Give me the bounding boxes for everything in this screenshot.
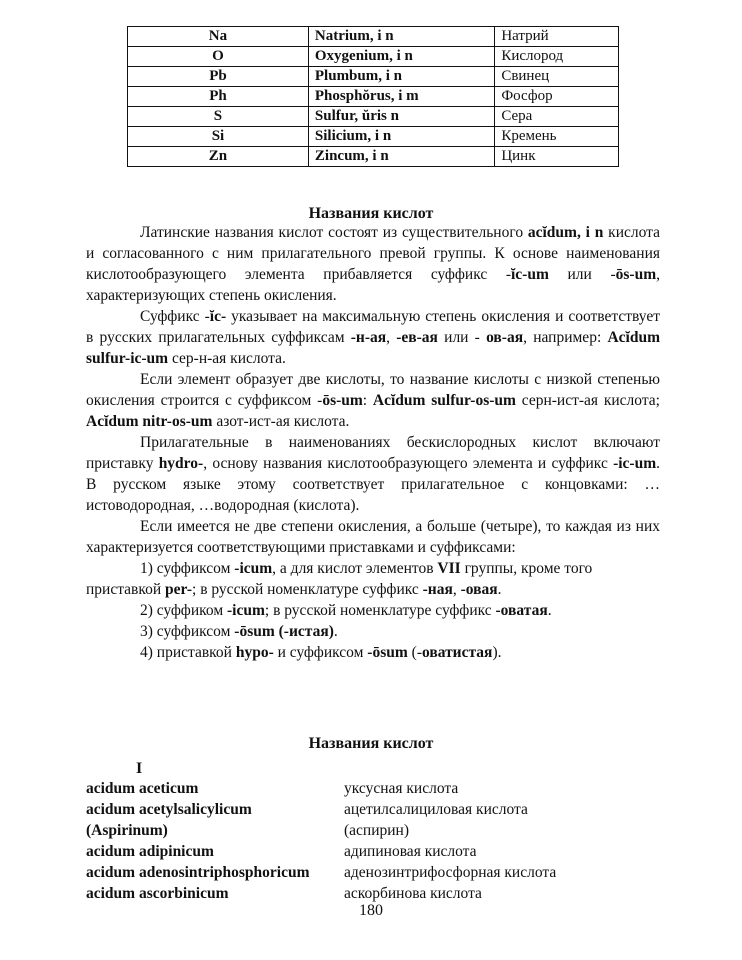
text-run: сер-н-ая кислота. [168,350,286,367]
element-row [128,47,619,67]
text-run: или - [437,329,487,346]
element-russian-cell: Кремень [495,127,619,147]
bold-term: acĭdum, i n [527,224,604,241]
paragraph [86,369,660,432]
text-run: . [333,623,338,640]
text-run: 3) суффиксом [140,623,235,640]
text-run: серн-ист-ая кислота; [515,392,660,409]
acid-row [86,883,646,904]
text-run: ). [492,644,502,661]
group-numeral: I [136,760,143,777]
acid-row [86,778,646,799]
bold-term: ов-ая [486,329,524,346]
acid-russian-name: ацетилсалициловая кислота [344,801,528,818]
bold-term: hypo- [235,644,274,661]
text-run: , характеризующих степень окисления. [86,266,660,304]
section-title-acid-names: Названия кислот [308,205,434,222]
list-item [86,558,660,600]
bold-term: оватистая [421,644,493,661]
acid-latin-name: acidum acetylsalicylicum [86,801,252,818]
acid-latin-name: acidum ascorbinicum [86,885,229,902]
paragraph [86,516,660,558]
element-latin-cell: Silicium, i n [308,127,494,147]
element-row [128,67,619,87]
acid-row [86,820,646,841]
bold-term: -оватая [495,602,548,619]
element-row [128,87,619,107]
acid-russian-name: адипиновая кислота [344,843,477,860]
text-run: Если элемент образует две кислоты, то название кислоты с низкой степенью окисления строится с суффиксом - [86,371,660,409]
element-row [128,127,619,147]
bold-term: -ōsum [367,644,408,661]
element-latin-cell: Natrium, i n [308,27,494,47]
text-run: Латинские названия кислот состоят из существительного [140,224,528,241]
bold-term: ĭc-um [511,266,549,283]
text-run: . [497,581,502,598]
element-russian-cell: Кислород [495,47,619,67]
text-run: Суффикс - [140,308,210,325]
acid-russian-name: аденозинтрифосфорная кислота [344,864,557,881]
bold-term: -н-ая [350,329,387,346]
bold-term: -ōsum (-истая) [234,623,334,640]
bold-term: -ев-ая [396,329,438,346]
section-title-acid-list: Названия кислот [308,735,434,752]
text-run: , основу названия кислотообразующего элемента и суффикс [203,455,614,472]
text-run: (- [407,644,422,661]
bold-term: Acĭdum sulfur-os-um [372,392,516,409]
text-run: Если имеется не две степени окисления, а больше (четыре), то каждая из них характеризуется соответствующими приставками и суффиксами: [86,518,660,556]
acid-russian-name: аскорбинова кислота [344,885,482,902]
element-row [128,147,619,167]
element-latin-cell: Sulfur, ŭris n [308,107,494,127]
element-latin-cell: Plumbum, i n [308,67,494,87]
acid-row [86,841,646,862]
text-run: ; в русской номенклатуре суффикс [192,581,423,598]
element-symbol-cell: Pb [128,67,309,87]
text-run: азот-ист-ая кислота. [212,413,350,430]
bold-term: hydro- [158,455,204,472]
page-number: 180 [359,902,383,919]
text-run: 1) суффиксом [140,560,235,577]
acid-row [86,799,646,820]
list-item [86,621,660,642]
bold-term: -ic-um [613,455,657,472]
paragraph [86,432,660,516]
acid-latin-name: acidum adenosintriphosphoricum [86,864,310,881]
bold-term: ōs-um [615,266,657,283]
bold-term: VII [437,560,461,577]
element-russian-cell: Цинк [495,147,619,167]
text-run: , [452,581,461,598]
text-run: Прилагательные в наименованиях бескислородных кислот включают приставку [86,434,660,472]
list-item [86,600,660,621]
paragraph [86,306,660,369]
text-run: , [386,329,397,346]
element-russian-cell: Фосфор [495,87,619,107]
element-latin-cell: Oxygenium, i n [308,47,494,67]
element-row [128,27,619,47]
acid-russian-name: (аспирин) [344,822,410,839]
acid-latin-name: (Aspirinum) [86,822,168,839]
bold-term: -icum [227,602,265,619]
paragraph [86,222,660,306]
element-latin-cell: Zincum, i n [308,147,494,167]
bold-term: -ная [422,581,453,598]
acid-latin-name: acidum adipinicum [86,843,214,860]
bold-term: ĭc- [209,308,227,325]
element-symbol-cell: O [128,47,309,67]
list-item [86,642,660,663]
bold-term: per- [165,581,193,598]
elements-table [127,26,619,167]
bold-term: -icum [234,560,273,577]
text-run: 2) суффиком [140,602,227,619]
text-run: или - [548,266,616,283]
bold-term: ōs-um [322,392,363,409]
text-run: и суффиксом [273,644,368,661]
element-symbol-cell: S [128,107,309,127]
text-run: 4) приставкой [140,644,236,661]
bold-term: -овая [460,581,498,598]
acid-row [86,862,646,883]
text-run: . [547,602,552,619]
element-symbol-cell: Zn [128,147,309,167]
text-run: : [362,392,373,409]
text-run: кислота и согласованного с ним прилагательного превой группы. К основе наименования кислотообразующего элемента прибавляется суффикс - [86,224,661,283]
text-run: , а для кислот элементов [272,560,438,577]
text-run: , например: [523,329,608,346]
element-russian-cell: Натрий [495,27,619,47]
element-symbol-cell: Ph [128,87,309,107]
element-russian-cell: Сера [495,107,619,127]
acid-russian-name: уксусная кислота [344,780,459,797]
element-russian-cell: Свинец [495,67,619,87]
text-run: указывает на максимальную степень окисления и соответствует в русских прилагательных суффиксам [86,308,660,346]
element-row [128,107,619,127]
element-symbol-cell: Si [128,127,309,147]
element-symbol-cell: Na [128,27,309,47]
bold-term: Acĭdum sulfur-ic-um [86,329,661,367]
text-run: ; в русской номенклатуре суффикс [264,602,496,619]
acid-latin-name: acidum aceticum [86,780,199,797]
body-text [86,222,660,663]
text-run: группы, кроме того приставкой [86,560,593,598]
element-latin-cell: Phosphŏrus, i m [308,87,494,107]
bold-term: Acĭdum nitr-os-um [86,413,213,430]
text-run: . В русском языке этому соответствует прилагательное с концовками: …истоводородная, …водородная (кислота). [86,455,660,514]
acid-list [86,778,646,904]
